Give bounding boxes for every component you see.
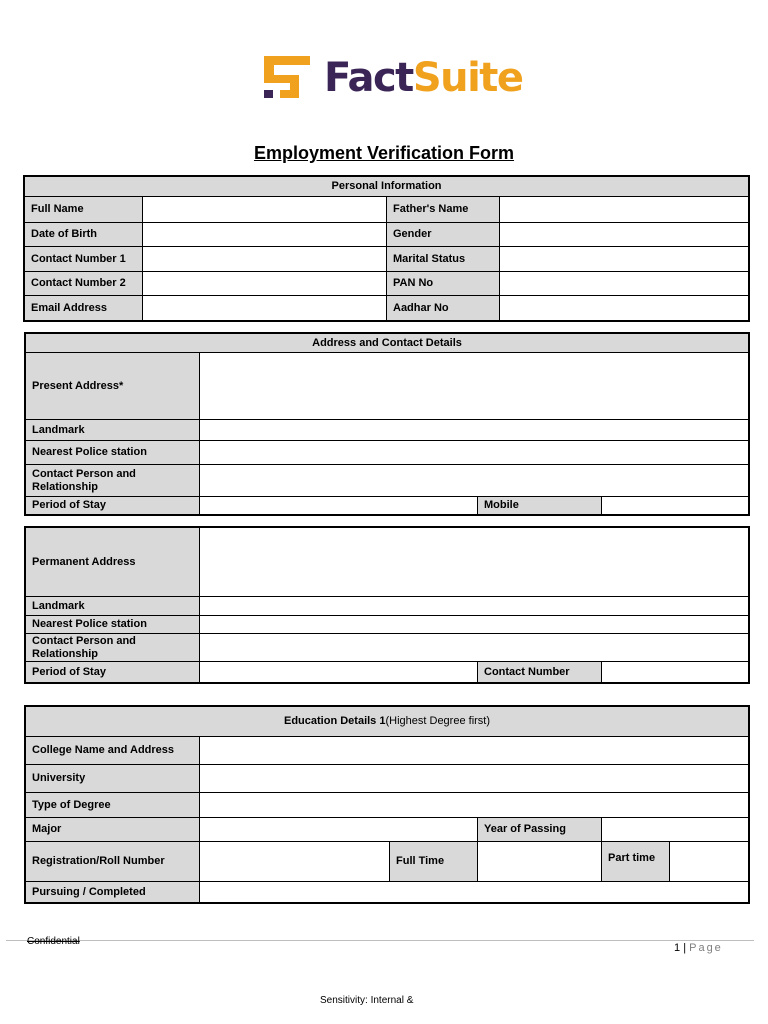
fathers-name-label: Father's Name [387, 197, 500, 223]
logo-text-fact: Fact [324, 55, 413, 101]
present-address-table [25, 333, 749, 515]
gender-label: Gender [387, 223, 500, 247]
contact-number-1-label: Contact Number 1 [25, 247, 143, 272]
permanent-address-table [25, 527, 749, 683]
mobile-label: Mobile [478, 497, 602, 515]
contact-number-2-label: Contact Number 2 [25, 272, 143, 296]
page-word: Page [689, 942, 723, 954]
gender-field[interactable] [500, 223, 749, 247]
full-name-label: Full Name [25, 197, 143, 223]
pan-no-label: PAN No [387, 272, 500, 296]
permanent-police-station-field[interactable] [200, 616, 749, 634]
year-of-passing-label: Year of Passing [478, 818, 602, 842]
year-of-passing-field[interactable] [602, 818, 749, 842]
part-time-field[interactable] [670, 842, 749, 882]
type-of-degree-label: Type of Degree [26, 793, 200, 818]
sensitivity-label: Sensitivity: Internal & [320, 995, 414, 1006]
present-contact-person-label: Contact Person and Relationship [26, 465, 200, 497]
college-name-label: College Name and Address [26, 737, 200, 765]
contact-number-2-field[interactable] [143, 272, 387, 296]
page-number [674, 942, 723, 954]
aadhar-no-label: Aadhar No [387, 296, 500, 321]
part-time-label: Part time [602, 842, 670, 882]
form-title: Employment Verification Form [253, 143, 515, 163]
factsuite-logo-icon [264, 56, 312, 100]
mobile-field[interactable] [602, 497, 749, 515]
contact-number-field[interactable] [602, 662, 749, 683]
permanent-address-label: Permanent Address [26, 528, 200, 597]
email-address-label: Email Address [25, 296, 143, 321]
personal-information-table [24, 176, 749, 321]
education-details-table [25, 706, 749, 903]
present-address-label: Present Address* [26, 353, 200, 420]
present-landmark-field[interactable] [200, 420, 749, 441]
permanent-contact-person-field[interactable] [200, 634, 749, 662]
present-address-field[interactable] [200, 353, 749, 420]
full-name-field[interactable] [143, 197, 387, 223]
confidential-label: Confidential [27, 936, 80, 947]
full-time-field[interactable] [478, 842, 602, 882]
pan-no-field[interactable] [500, 272, 749, 296]
university-field[interactable] [200, 765, 749, 793]
present-period-of-stay-field[interactable] [200, 497, 478, 515]
permanent-contact-person-label: Contact Person and Relationship [26, 634, 200, 662]
permanent-landmark-label: Landmark [26, 597, 200, 616]
personal-information-header: Personal Information [25, 177, 749, 197]
address-contact-header: Address and Contact Details [26, 334, 749, 353]
university-label: University [26, 765, 200, 793]
present-contact-person-field[interactable] [200, 465, 749, 497]
present-period-of-stay-label: Period of Stay [26, 497, 200, 515]
registration-number-label: Registration/Roll Number [26, 842, 200, 882]
aadhar-no-field[interactable] [500, 296, 749, 321]
page-number-value: 1 [674, 942, 681, 954]
registration-number-field[interactable] [200, 842, 390, 882]
contact-number-1-field[interactable] [143, 247, 387, 272]
major-label: Major [26, 818, 200, 842]
page-separator: | [683, 942, 687, 954]
permanent-period-of-stay-field[interactable] [200, 662, 478, 683]
logo-text [324, 56, 523, 100]
permanent-landmark-field[interactable] [200, 597, 749, 616]
contact-number-label: Contact Number [478, 662, 602, 683]
major-field[interactable] [200, 818, 478, 842]
full-time-label: Full Time [390, 842, 478, 882]
education-header-note: (Highest Degree first) [385, 715, 491, 727]
present-police-station-label: Nearest Police station [26, 441, 200, 465]
type-of-degree-field[interactable] [200, 793, 749, 818]
date-of-birth-field[interactable] [143, 223, 387, 247]
fathers-name-field[interactable] [500, 197, 749, 223]
permanent-period-of-stay-label: Period of Stay [26, 662, 200, 683]
college-name-field[interactable] [200, 737, 749, 765]
factsuite-logo [264, 56, 523, 100]
permanent-address-field[interactable] [200, 528, 749, 597]
education-details-header [26, 707, 749, 737]
permanent-police-station-label: Nearest Police station [26, 616, 200, 634]
footer-divider [6, 940, 754, 941]
pursuing-completed-field[interactable] [200, 882, 749, 903]
marital-status-label: Marital Status [387, 247, 500, 272]
present-landmark-label: Landmark [26, 420, 200, 441]
present-police-station-field[interactable] [200, 441, 749, 465]
date-of-birth-label: Date of Birth [25, 223, 143, 247]
education-header-title: Education Details 1 [284, 715, 386, 727]
logo-text-suite: Suite [412, 55, 523, 101]
email-address-field[interactable] [143, 296, 387, 321]
marital-status-field[interactable] [500, 247, 749, 272]
pursuing-completed-label: Pursuing / Completed [26, 882, 200, 903]
